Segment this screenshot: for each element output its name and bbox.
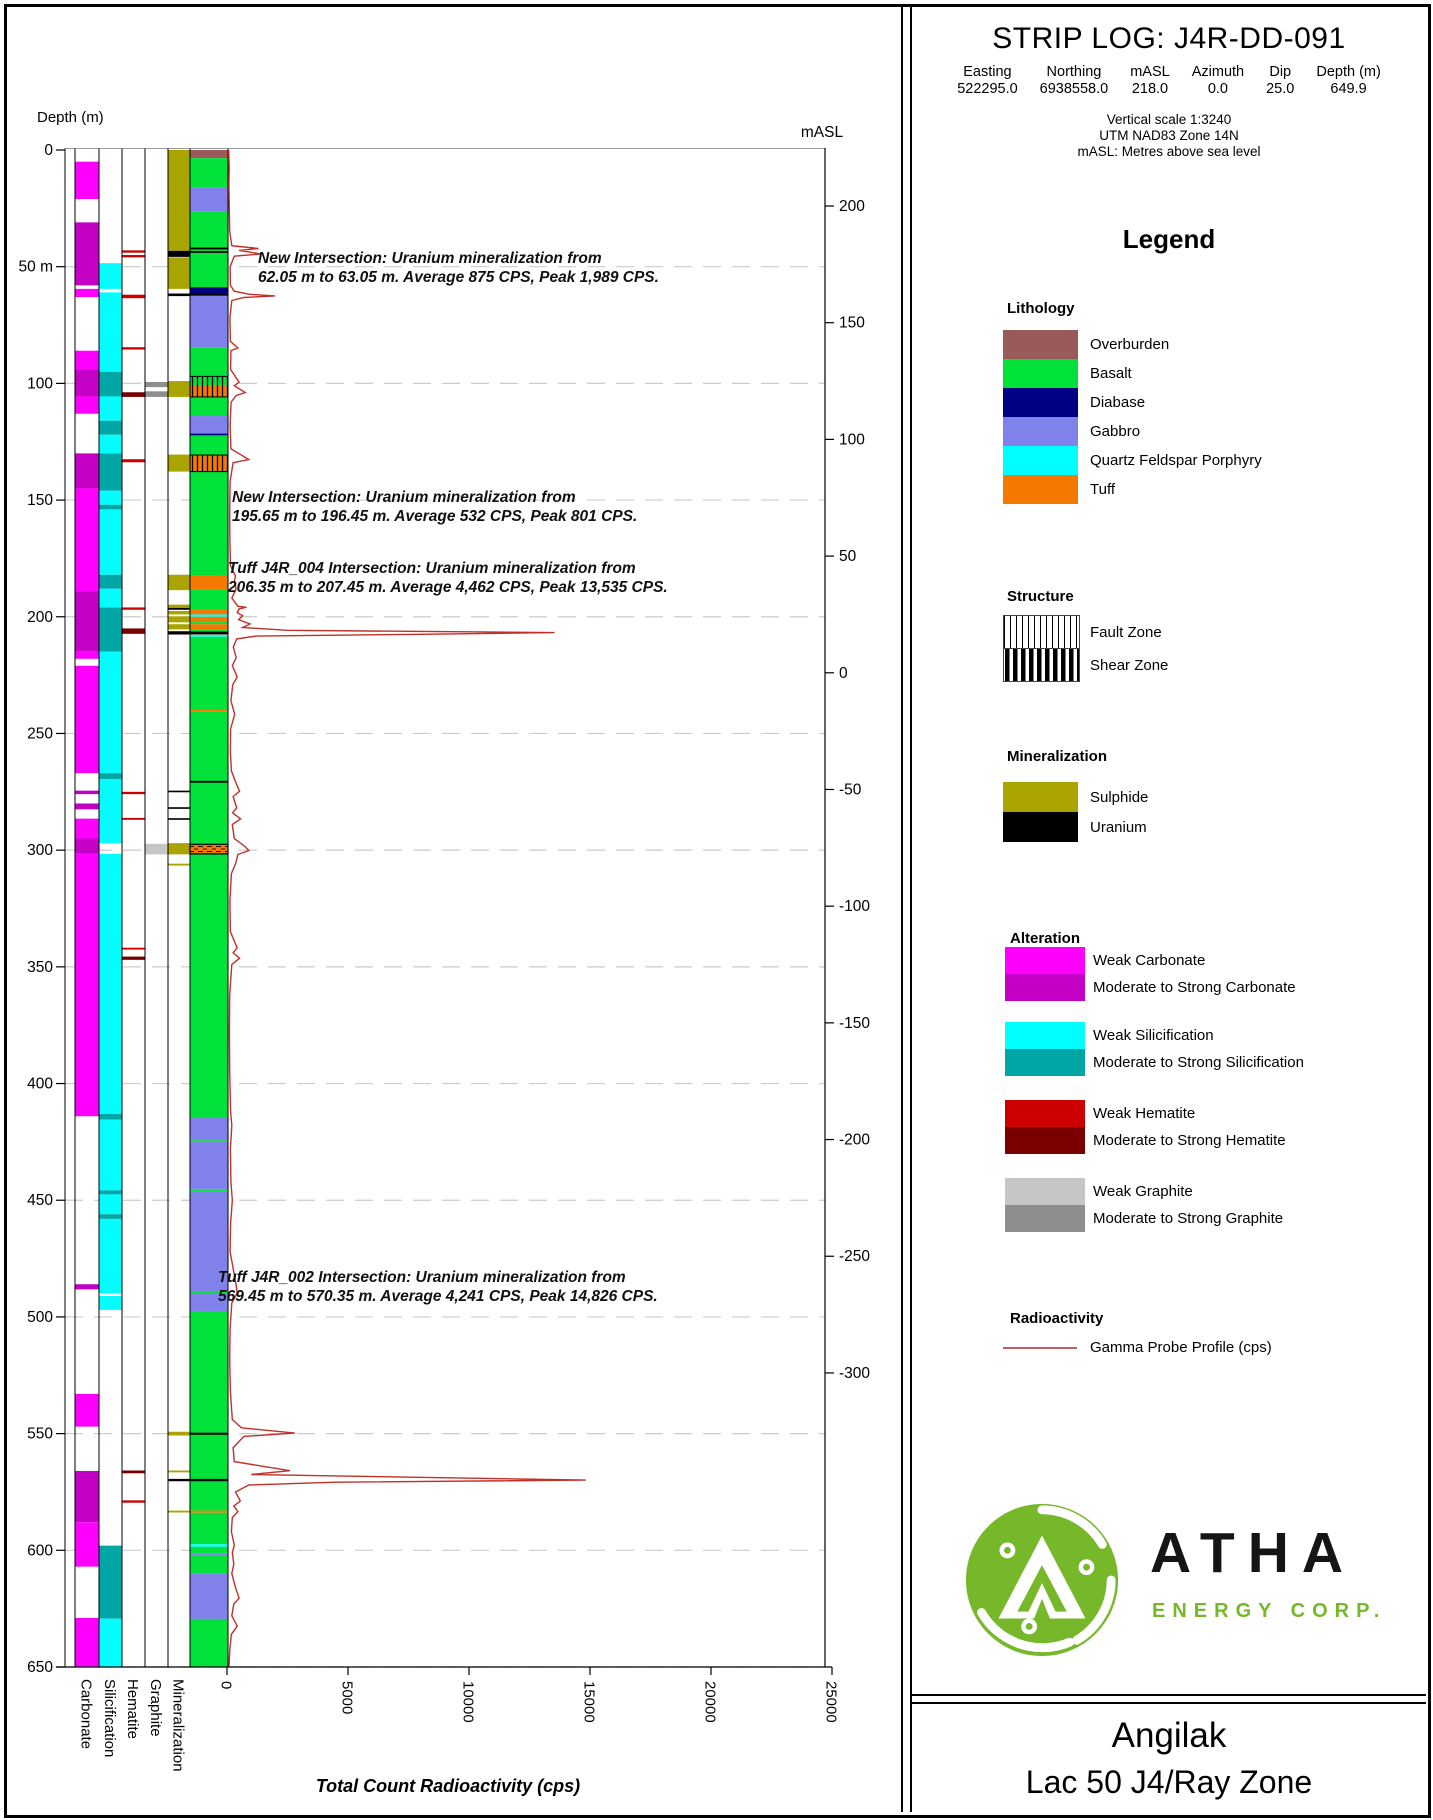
svg-text:Tuff J4R_002 Intersection: Ura: Tuff J4R_002 Intersection: Uranium mineralization from	[218, 1269, 626, 1286]
uranium-mark	[190, 251, 228, 253]
svg-text:150: 150	[839, 314, 865, 332]
svg-text:350: 350	[27, 958, 53, 976]
collar-fields	[915, 64, 1423, 97]
svg-text:New Intersection: Uranium mine: New Intersection: Uranium mineralization from	[258, 250, 602, 267]
swatch-uranium	[1003, 812, 1078, 842]
map-notes	[915, 112, 1423, 160]
legend-label: Tuff	[1090, 481, 1116, 498]
track-labels	[78, 1679, 187, 1772]
svg-text:Tuff J4R_004 Intersection: Ura: Tuff J4R_004 Intersection: Uranium mineralization from	[228, 560, 636, 577]
svg-text:Hematite: Hematite	[124, 1679, 141, 1740]
svg-text:Mineralization: Mineralization	[169, 1679, 187, 1772]
field-value: 0.0	[1207, 81, 1228, 97]
svg-text:15000: 15000	[580, 1681, 598, 1723]
legend-label: Diabase	[1090, 394, 1146, 411]
alteration-pair-graphite	[1005, 1178, 1085, 1232]
note-datum: UTM NAD83 Zone 14N	[1099, 128, 1239, 143]
note-scale: Vertical scale 1:3240	[1106, 112, 1232, 127]
svg-text:550: 550	[27, 1425, 53, 1443]
svg-text:Total Count Radioactivity (cps: Total Count Radioactivity (cps)	[315, 1776, 581, 1796]
svg-text:Carbonate: Carbonate	[77, 1679, 95, 1750]
svg-text:300: 300	[27, 842, 53, 860]
legend-label: Overburden	[1090, 336, 1170, 353]
svg-text:-200: -200	[839, 1131, 871, 1149]
uranium-mark	[190, 631, 228, 634]
svg-text:0: 0	[217, 1681, 235, 1690]
legend-label: Weak Hematite	[1093, 1105, 1196, 1122]
swatch-strong-carbonate	[1005, 974, 1085, 1001]
svg-text:Depth (m): Depth (m)	[37, 109, 104, 126]
svg-text:600: 600	[27, 1542, 53, 1560]
swatch-sulphide	[1003, 782, 1078, 812]
footer-zone: Lac 50 J4/Ray Zone	[1025, 1764, 1313, 1800]
swatch-fault-zone	[1003, 615, 1080, 649]
svg-text:Silicification: Silicification	[101, 1679, 118, 1758]
masl-axis	[801, 124, 871, 1667]
legend-label: Moderate to Strong Hematite	[1093, 1132, 1286, 1149]
atha-logo-icon	[958, 1496, 1126, 1664]
alteration-pair-carbonate	[1005, 947, 1085, 1001]
uranium-mark	[190, 248, 228, 250]
svg-text:569.45 m to 570.35 m. Average: 569.45 m to 570.35 m. Average 4,241 CPS, Peak 14,826 CPS.	[218, 1288, 658, 1305]
legend-label: Weak Graphite	[1093, 1183, 1193, 1200]
swatch-weak-hematite	[1005, 1100, 1085, 1127]
svg-text:200: 200	[27, 608, 53, 626]
swatch-tuff	[1003, 475, 1078, 504]
svg-text:-50: -50	[839, 781, 862, 799]
legend-label: Moderate to Strong Silicification	[1093, 1054, 1304, 1071]
legend-label: Uranium	[1090, 819, 1147, 836]
svg-text:-150: -150	[839, 1014, 871, 1032]
swatch-basalt	[1003, 359, 1078, 388]
legend-label: Gamma Probe Profile (cps)	[1090, 1339, 1272, 1356]
legend-label: Weak Silicification	[1093, 1027, 1214, 1044]
svg-text:10000: 10000	[459, 1681, 477, 1723]
field-label: Azimuth	[1191, 64, 1245, 80]
annotations	[218, 250, 668, 1305]
field-value: 218.0	[1131, 81, 1169, 97]
svg-text:New Intersection: Uranium mine: New Intersection: Uranium mineralization from	[232, 489, 576, 506]
svg-text:20000: 20000	[701, 1681, 719, 1723]
gridlines	[65, 149, 825, 1668]
field-value: 649.9	[1330, 81, 1367, 97]
svg-text:-300: -300	[839, 1364, 871, 1382]
gamma-probe-curve	[229, 150, 586, 1667]
svg-text:450: 450	[27, 1192, 53, 1210]
logo-wordmark: ATHA	[1150, 1521, 1357, 1585]
lithology-track	[190, 150, 228, 1667]
svg-text:0: 0	[44, 142, 53, 159]
svg-text:500: 500	[27, 1308, 53, 1326]
swatch-weak-carbonate	[1005, 947, 1085, 974]
field-label: Easting	[963, 64, 1012, 80]
field-label: Dip	[1269, 64, 1292, 80]
fault-zone-overlay	[190, 455, 228, 472]
uranium-mark	[190, 781, 228, 783]
legend-mineralization-heading: Mineralization	[1007, 748, 1108, 765]
swatch-gabbro	[1003, 417, 1078, 446]
svg-text:100: 100	[839, 431, 865, 449]
svg-text:100: 100	[27, 375, 53, 393]
shear-zone-overlay	[190, 844, 228, 854]
svg-text:200: 200	[839, 198, 865, 216]
swatch-strong-silicification	[1005, 1049, 1085, 1076]
legend-label: Fault Zone	[1090, 624, 1162, 641]
legend-label: Shear Zone	[1090, 657, 1169, 674]
swatch-diabase	[1003, 388, 1078, 417]
legend-label: Moderate to Strong Carbonate	[1093, 979, 1296, 996]
page-title: STRIP LOG: J4R-DD-091	[992, 22, 1346, 55]
uranium-mark	[190, 294, 228, 296]
svg-text:250: 250	[27, 725, 53, 743]
svg-text:50: 50	[839, 548, 857, 566]
swatch-shear-zone	[1003, 648, 1080, 682]
legend-label: Quartz Feldspar Porphyry	[1090, 452, 1262, 469]
svg-text:50 m: 50 m	[18, 258, 53, 276]
svg-text:150: 150	[27, 492, 53, 510]
legend-alteration-heading: Alteration	[1010, 930, 1081, 947]
legend-label: Sulphide	[1090, 789, 1149, 806]
field-label: Depth (m)	[1316, 64, 1381, 80]
svg-text:650: 650	[27, 1659, 53, 1676]
swatch-strong-hematite	[1005, 1127, 1085, 1154]
alteration-pair-hematite	[1005, 1100, 1085, 1154]
svg-text:0: 0	[839, 664, 848, 682]
legend-label: Gabbro	[1090, 423, 1141, 440]
fault-zone-overlay	[190, 376, 228, 397]
field-value: 25.0	[1266, 81, 1295, 97]
svg-text:-250: -250	[839, 1248, 871, 1266]
field-value: 6938558.0	[1039, 81, 1109, 97]
swatch-qfp	[1003, 446, 1078, 475]
swatch-weak-graphite	[1005, 1178, 1085, 1205]
legend-title: Legend	[1122, 224, 1216, 254]
legend-label: Basalt	[1090, 365, 1132, 382]
svg-text:206.35 m to 207.45 m. Average: 206.35 m to 207.45 m. Average 4,462 CPS, Peak 13,535 CPS.	[228, 579, 668, 596]
svg-text:62.05 m to 63.05 m. Average 87: 62.05 m to 63.05 m. Average 875 CPS, Peak 1,989 CPS.	[258, 269, 659, 286]
legend-lithology-heading: Lithology	[1007, 300, 1075, 317]
swatch-weak-silicification	[1005, 1022, 1085, 1049]
svg-text:400: 400	[27, 1075, 53, 1093]
logo-subtitle: ENERGY CORP.	[1152, 1600, 1387, 1622]
legend-structure-heading: Structure	[1007, 588, 1074, 605]
svg-text:25000: 25000	[822, 1681, 840, 1723]
uranium-mark	[190, 1479, 228, 1481]
legend-radioactivity-heading: Radioactivity	[1010, 1310, 1104, 1327]
swatch-overburden	[1003, 330, 1078, 359]
alteration-pair-silicification	[1005, 1022, 1085, 1076]
svg-text:5000: 5000	[338, 1681, 356, 1715]
uranium-mark	[190, 1433, 228, 1435]
swatch-strong-graphite	[1005, 1205, 1085, 1232]
field-label: mASL	[1130, 64, 1170, 80]
footer-project: Angilak	[1111, 1716, 1227, 1755]
gamma-line-sample	[1003, 1347, 1077, 1349]
field-label: Northing	[1046, 64, 1102, 80]
footer-divider	[910, 1694, 1426, 1704]
field-value: 522295.0	[957, 81, 1018, 97]
note-masl: mASL: Metres above sea level	[1077, 144, 1261, 159]
svg-text:195.65 m to 196.45 m. Average: 195.65 m to 196.45 m. Average 532 CPS, Peak 801 CPS.	[232, 508, 638, 525]
legend-label: Weak Carbonate	[1093, 952, 1206, 969]
legend-label: Moderate to Strong Graphite	[1093, 1210, 1284, 1227]
svg-text:Graphite: Graphite	[147, 1679, 164, 1737]
svg-text:mASL: mASL	[800, 124, 844, 141]
alteration-tracks	[75, 150, 190, 1667]
svg-text:-100: -100	[839, 898, 871, 916]
